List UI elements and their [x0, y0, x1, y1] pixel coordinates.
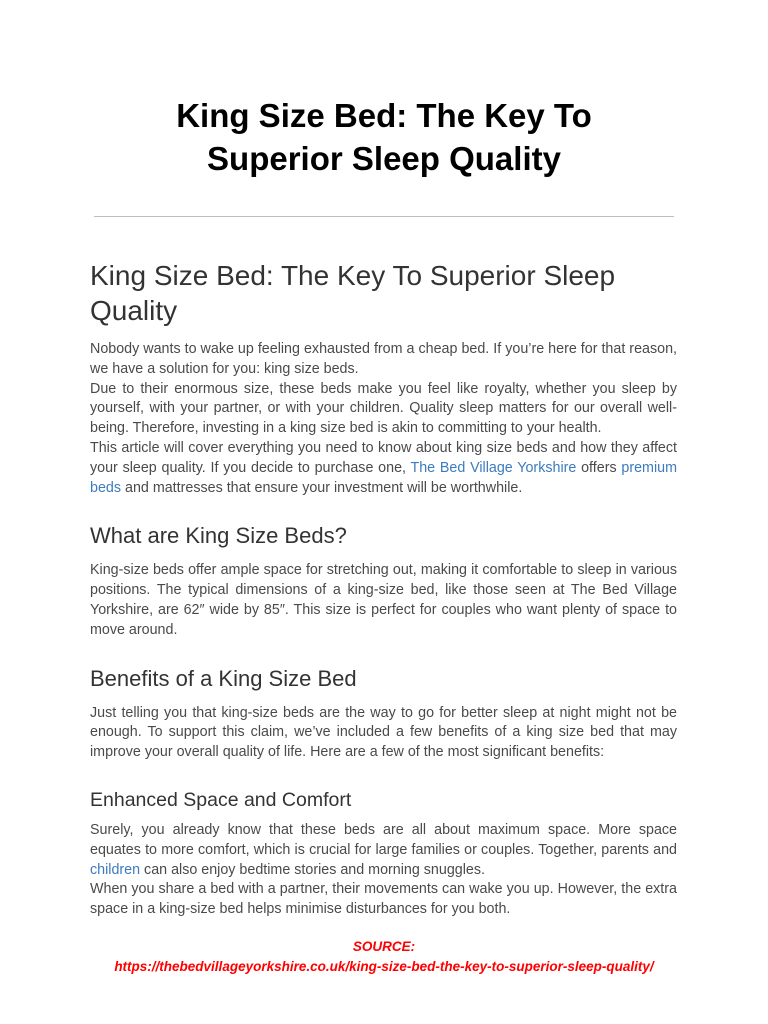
source-label: SOURCE: [352, 939, 416, 954]
source-block [90, 937, 678, 977]
article-content [90, 258, 677, 920]
section-paragraph-benefits: Just telling you that king-size beds are the way to go for better sleep at night might not be enough. To support this claim, we’ve included a few benefits of a king size bed that may improve your overall quality of life. Here are a few of the most significant benefits: [90, 704, 677, 761]
children-link[interactable]: children [90, 861, 141, 878]
intro-text-c: and mattresses that ensure your investment will be worthwhile. [121, 479, 523, 496]
title-divider [94, 216, 674, 217]
section-heading-benefits: Benefits of a King Size Bed [90, 665, 357, 691]
space-text-b: can also enjoy bedtime stories and morning snuggles. [140, 861, 485, 878]
subsection-paragraph-1 [90, 821, 677, 880]
intro-paragraph-1: Nobody wants to wake up feeling exhausted from a cheap bed. If you’re here for that reason, we have a solution for you: king size beds. [90, 341, 677, 377]
source-url-link[interactable]: https://thebedvillageyorkshire.co.uk/king-size-bed-the-key-to-superior-sleep-quality/ [114, 959, 654, 974]
bed-village-link[interactable]: The Bed Village Yorkshire [410, 459, 577, 476]
subsection-paragraph-2: When you share a bed with a partner, their movements can wake you up. However, the extra space in a king-size bed helps minimise disturbances for you both. [90, 881, 677, 918]
intro-paragraph-3 [90, 439, 677, 498]
section-paragraph-what-are: King-size beds offer ample space for stretching out, making it comfortable to sleep in various positions. The typical dimensions of a king-size bed, like those seen at The Bed Village Yorkshire, are 62″ wide by 85″. This size is perfect for couples who want plenty of space to move around. [90, 562, 677, 638]
intro-text-a: This article will cover everything you need to know about king size beds and how they affect your sleep quality. If you decide to purchase one, [90, 439, 677, 476]
premium-beds-link[interactable]: premium beds [90, 459, 677, 496]
intro-paragraph-2: Due to their enormous size, these beds make you feel like royalty, whether you sleep by yourself, with your partner, or with your children. Quality sleep matters for our overall well-being. Therefore, investing in a king size bed is akin to committing to your health. [90, 380, 677, 437]
page-title [90, 94, 678, 180]
page-title-line1: King Size Bed: The Key To [176, 97, 592, 134]
subsection-heading-space-comfort: Enhanced Space and Comfort [90, 788, 352, 811]
intro-text-b: offers [576, 459, 622, 476]
section-heading-what-are: What are King Size Beds? [90, 523, 347, 549]
article-title: King Size Bed: The Key To Superior Sleep Quality [90, 260, 616, 326]
page-title-line2: Superior Sleep Quality [207, 140, 561, 177]
space-text-a: Surely, you already know that these beds are all about maximum space. More space equates to more comfort, which is crucial for large families or couples. Together, parents and [90, 821, 677, 858]
